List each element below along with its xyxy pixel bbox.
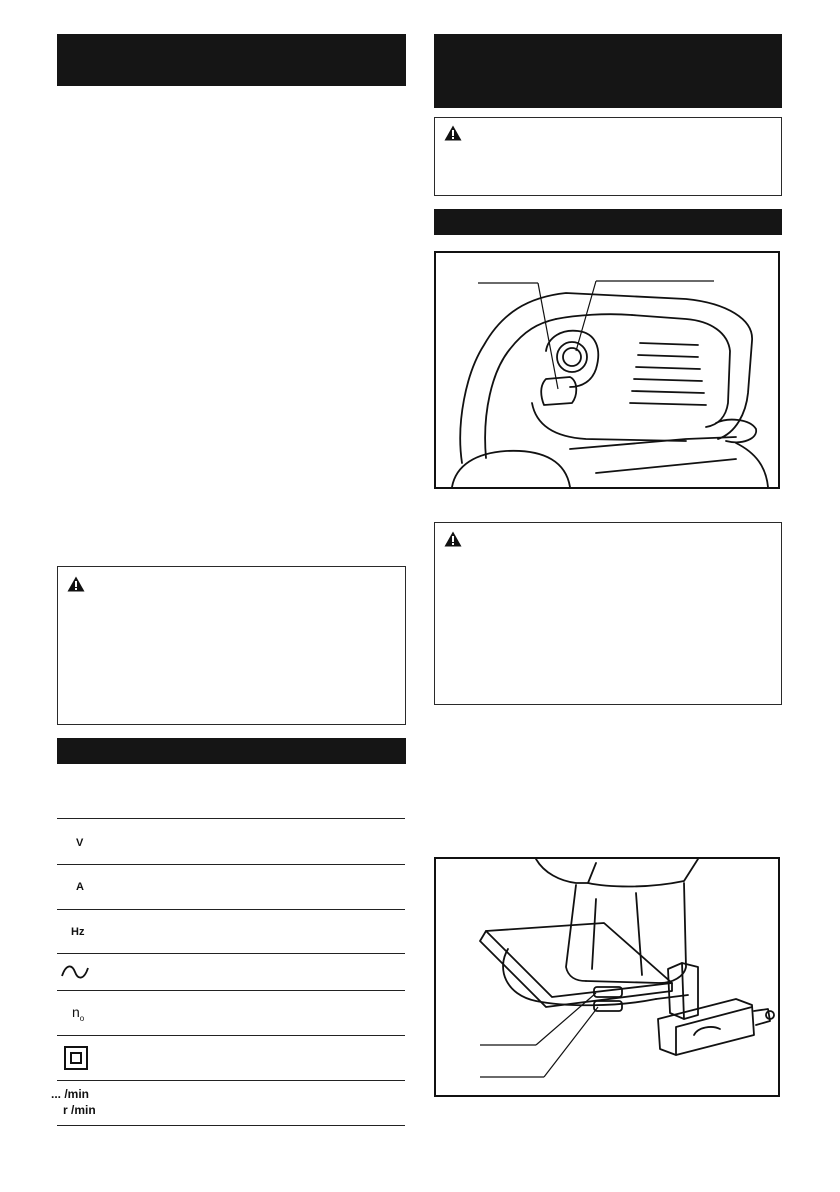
warning-box-right-bottom: [434, 522, 782, 705]
tool-handle-drawing: [436, 253, 778, 487]
warning-triangle-icon: [444, 125, 462, 141]
table-row: [57, 990, 405, 1035]
section-header-bar-left: [57, 34, 406, 86]
warning-box-right-top: [434, 117, 782, 196]
amperes-symbol: A: [76, 881, 84, 893]
table-row: [51, 1080, 405, 1126]
symbols-table: [51, 818, 405, 1126]
section-header-bar-right: [434, 34, 782, 108]
per-minute-symbol: ... /min r /min: [51, 1087, 96, 1117]
table-row: [57, 818, 405, 864]
hertz-symbol: Hz: [71, 926, 85, 938]
no-load-speed-symbol: $n_o$: [72, 1004, 85, 1023]
tool-base-drawing: [436, 859, 778, 1095]
volts-symbol: V: [76, 837, 84, 849]
warning-box-left: [57, 566, 406, 725]
subsection-header-bar-right: [434, 209, 782, 235]
table-row: [57, 953, 405, 990]
warning-triangle-icon: [67, 576, 85, 592]
double-insulation-icon: [64, 1046, 88, 1070]
alternating-current-icon: [60, 963, 90, 981]
table-row: [57, 909, 405, 953]
table-row: [57, 864, 405, 909]
figure-switch-illustration: [434, 251, 780, 489]
symbols-header-bar: [57, 738, 406, 764]
figure-base-illustration: [434, 857, 780, 1097]
warning-triangle-icon: [444, 531, 462, 547]
table-row: [57, 1035, 405, 1080]
